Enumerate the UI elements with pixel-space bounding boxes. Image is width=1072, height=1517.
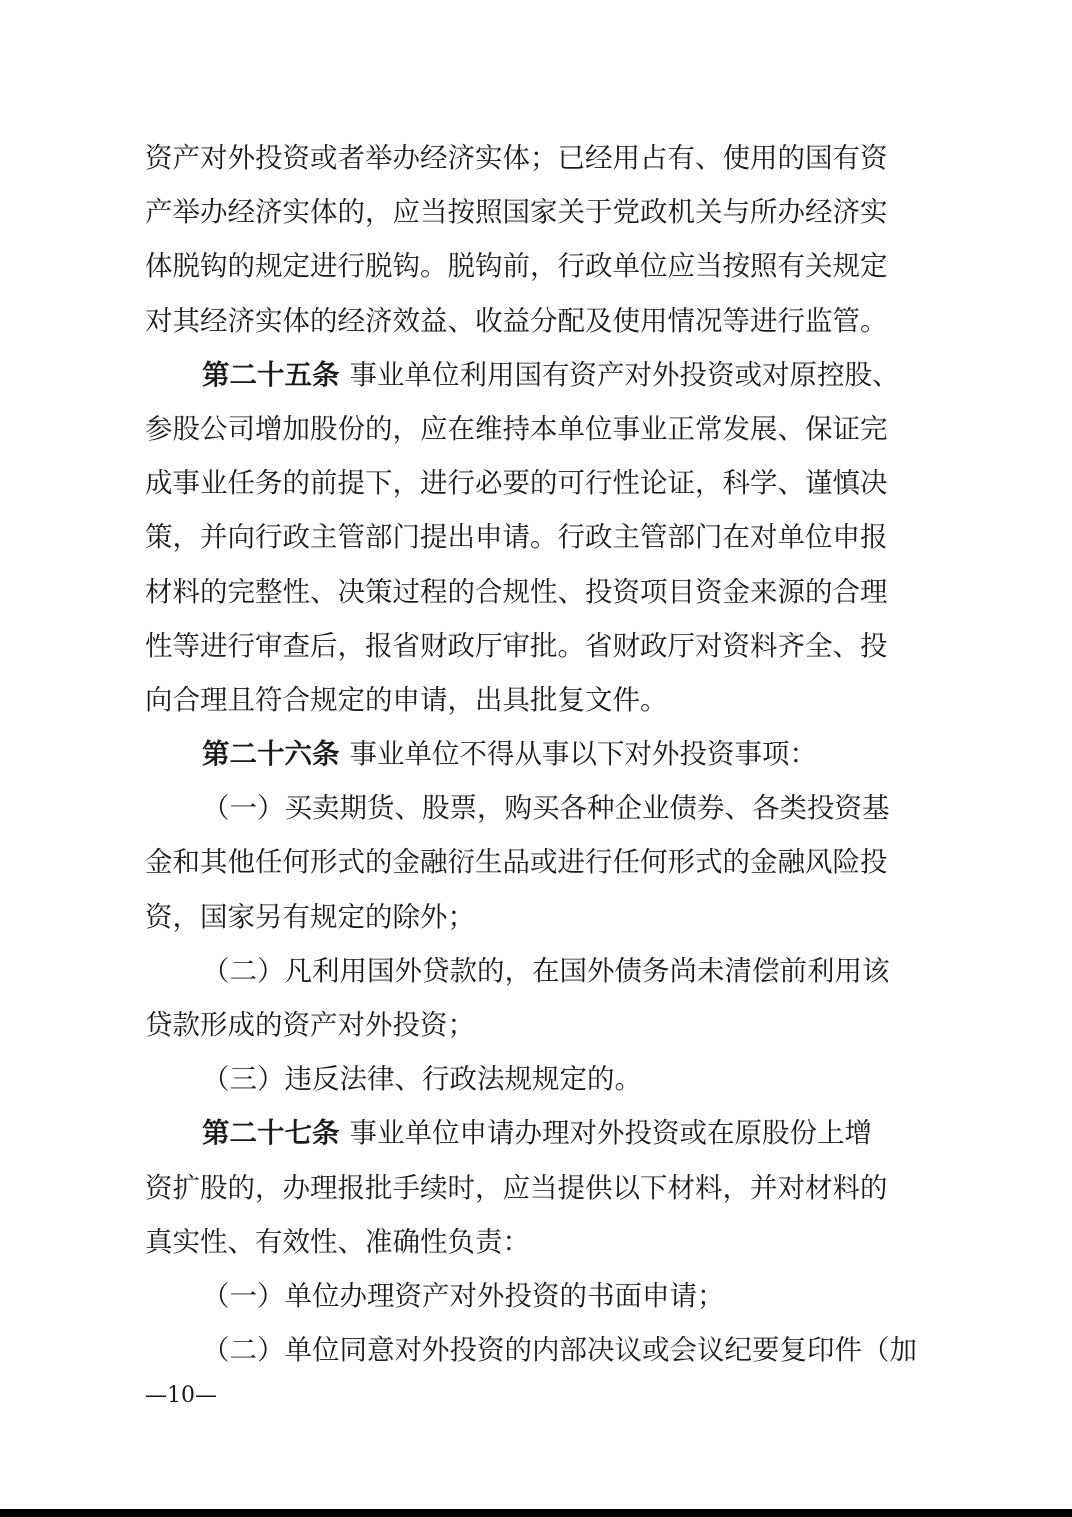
article-26-item-line: 金和其他任何形式的金融衍生品或进行任何形式的金融风险投 (145, 846, 888, 879)
article-25-line: 材料的完整性、决策过程的合规性、投资项目资金来源的合理 (145, 575, 888, 608)
article-25-line: 策，并向行政主管部门提出申请。行政主管部门在对单位申报 (145, 521, 888, 554)
article-27-heading: 第二十七条 (202, 1117, 340, 1150)
article-25-line: 成事业任务的前提下，进行必要的可行性论证，科学、谨慎决 (145, 467, 888, 500)
article-27-line: 真实性、有效性、准确性负责： (145, 1225, 530, 1258)
article-25-line: 性等进行审查后，报省财政厅审批。省财政厅对资料齐全、投 (145, 629, 888, 662)
article-25-line: 向合理且符合规定的申请，出具批复文件。 (145, 683, 668, 716)
paragraph-line: 体脱钩的规定进行脱钩。脱钩前，行政单位应当按照有关规定 (145, 250, 888, 283)
document-body (145, 131, 930, 1377)
article-27-line: 资扩股的，办理报批手续时，应当提供以下材料，并对材料的 (145, 1171, 888, 1204)
article-27-line (145, 1106, 930, 1160)
article-25-text: 事业单位利用国有资产对外投资或对原控股、 (349, 358, 900, 391)
article-26-item-line: 资，国家另有规定的除外； (145, 900, 475, 933)
article-26-line (145, 727, 930, 781)
article-26-item-line: （二）凡利用国外贷款的，在国外债务尚未清偿前利用该 (202, 954, 890, 987)
article-26-heading: 第二十六条 (202, 738, 340, 771)
article-25-line (145, 348, 930, 402)
article-27-item-line: （二）单位同意对外投资的内部决议或会议纪要复印件（加 (202, 1334, 917, 1367)
article-27-text: 事业单位申请办理对外投资或在原股份上增 (349, 1117, 872, 1150)
article-27-item-line: （一）单位办理资产对外投资的书面申请； (202, 1279, 725, 1312)
article-26-item-line: 贷款形成的资产对外投资； (145, 1009, 475, 1041)
article-26-item-line: （一）买卖期货、股票，购买各种企业债券、各类投资基 (202, 792, 890, 825)
paragraph-line: 产举办经济实体的，应当按照国家关于党政机关与所办经济实 (145, 196, 888, 229)
article-26-item-line: （三）违反法律、行政法规规定的。 (202, 1063, 642, 1096)
article-25-line: 参股公司增加股份的，应在维持本单位事业正常发展、保证完 (145, 412, 888, 445)
paragraph-line: 资产对外投资或者举办经济实体；已经用占有、使用的国有资 (145, 142, 888, 174)
paragraph-line: 对其经济实体的经济效益、收益分配及使用情况等进行监管。 (145, 304, 888, 337)
article-26-text: 事业单位不得从事以下对外投资事项： (349, 738, 817, 771)
bottom-border (0, 1509, 1072, 1517)
page-number: —10— (145, 1383, 217, 1408)
article-25-heading: 第二十五条 (202, 358, 340, 391)
